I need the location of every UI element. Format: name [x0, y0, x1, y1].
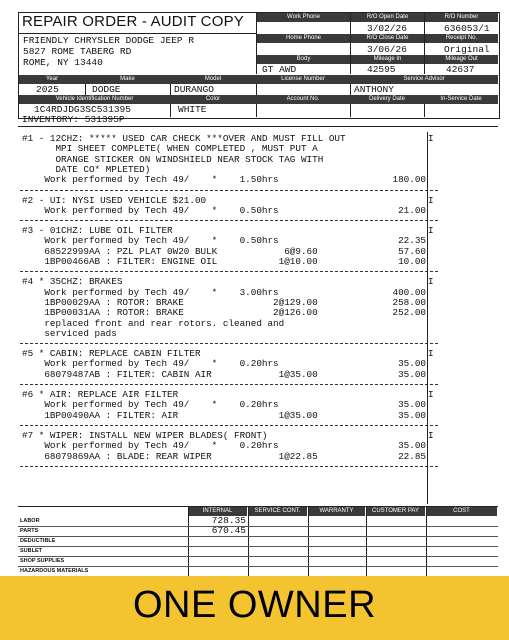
color-value: WHITE: [178, 104, 207, 115]
job-flag: I: [428, 429, 434, 441]
totals-row-label: DEDUCTIBLE: [20, 538, 56, 544]
totals-column-header: CUSTOMER PAY: [366, 507, 425, 516]
model-value: DURANGO: [174, 84, 214, 95]
dealer-address: 5827 ROME TABERG RD: [23, 46, 132, 57]
vin-label: Vehicle Identification Number: [19, 95, 170, 104]
ro-number: 636053/1: [444, 23, 490, 34]
job-separator: [20, 425, 438, 426]
col-divider: [170, 104, 171, 117]
job-line: #1 - 12CHZ: ***** USED CAR CHECK ***OVER AND MUST FILL OUT: [22, 133, 346, 144]
job-separator: [20, 384, 438, 385]
col-divider: [424, 104, 425, 117]
job-line: 1BP00029AA : ROTOR: BRAKE 2@129.00: [22, 296, 318, 308]
job-amount: 35.00: [398, 440, 426, 452]
col-divider: [85, 84, 86, 95]
job-line: Work performed by Tech 49/ * 1.50hrs: [22, 174, 279, 186]
job-amount: 35.00: [398, 399, 426, 411]
job-separator: [20, 466, 438, 467]
job-amount: 21.00: [398, 204, 426, 216]
totals-row-rule: [18, 526, 498, 527]
totals-column-header: INTERNAL: [188, 507, 247, 516]
totals-row-rule: [18, 556, 498, 557]
totals-row-label: SHOP SUPPLIES: [20, 558, 65, 564]
color-label: Color: [170, 95, 256, 104]
make-value: DODGE: [92, 84, 121, 95]
job-line: serviced pads: [22, 327, 117, 339]
flag-column-rule: [427, 132, 428, 504]
job-amount: 35.00: [398, 368, 426, 380]
col-divider: [350, 104, 351, 117]
job-line: Work performed by Tech 49/ * 0.50hrs: [22, 235, 279, 247]
totals-row-label: HAZARDOUS MATERIALS: [20, 568, 89, 574]
job-line: #4 * 35CHZ: BRAKES: [22, 276, 123, 288]
mileage-in: 42595: [367, 64, 396, 75]
receipt-no: Original: [444, 44, 490, 55]
year-label: Year: [19, 75, 85, 84]
job-line: DATE CO* MPLETED): [22, 163, 151, 175]
ro-number-label: R/O Number: [425, 13, 498, 22]
job-line: #2 - UI: NYSI USED VEHICLE $21.00: [22, 194, 207, 206]
job-line: ORANGE STICKER ON WINDSHIELD NEAR STOCK TAG WITH: [22, 153, 324, 165]
ro-open-date-label: R/O Open Date: [351, 13, 424, 22]
col-divider: [350, 84, 351, 95]
job-line: #7 * WIPER: INSTALL NEW WIPER BLADES( FRONT): [22, 429, 268, 441]
job-line: Work performed by Tech 49/ * 0.20hrs: [22, 399, 279, 411]
job-amount: 57.60: [398, 245, 426, 257]
job-line: 1BP00466AB : FILTER: ENGINE OIL 1@10.00: [22, 256, 318, 267]
job-line: #3 - 01CHZ: LUBE OIL FILTER: [22, 225, 173, 237]
work-phone-label: Work Phone: [257, 13, 350, 22]
job-line: Work performed by Tech 49/ * 0.50hrs: [22, 204, 279, 216]
totals-row-label: LABOR: [20, 518, 40, 524]
dealer-city: ROME, NY 13440: [23, 57, 103, 68]
body-label: Body: [257, 55, 350, 64]
col-divider: [256, 104, 257, 117]
job-flag: I: [428, 348, 434, 360]
account-no-label: Account No.: [256, 95, 350, 104]
job-amount: 22.35: [398, 235, 426, 247]
job-separator: [20, 220, 438, 221]
mileage-out: 42637: [446, 64, 475, 75]
job-line: 1BP00031AA : ROTOR: BRAKE 2@126.00: [22, 307, 318, 319]
job-flag: I: [428, 194, 434, 206]
job-line: Work performed by Tech 49/ * 0.20hrs: [22, 440, 279, 452]
totals-column-header: COST: [426, 507, 497, 516]
license-number-label: License Number: [256, 75, 350, 84]
year-value: 2025: [36, 84, 59, 95]
job-separator: [20, 190, 438, 191]
service-advisor-label: Service Advisor: [350, 75, 498, 84]
job-amount: 400.00: [392, 286, 426, 298]
job-amount: 22.85: [398, 450, 426, 462]
totals-row-label: SUBLET: [20, 548, 42, 554]
dealer-name: FRIENDLY CHRYSLER DODGE JEEP R: [23, 35, 195, 46]
job-amount: 258.00: [392, 296, 426, 308]
job-line: #5 * CABIN: REPLACE CABIN FILTER: [22, 348, 201, 360]
job-flag: I: [428, 276, 434, 288]
job-amount: 10.00: [398, 256, 426, 267]
job-line: 1BP00490AA : FILTER: AIR 1@35.00: [22, 409, 318, 421]
col-divider: [170, 84, 171, 95]
totals-internal-value: 728.35: [211, 515, 246, 526]
job-line: 68522999AA : PZL PLAT 0W20 BULK 6@9.60: [22, 245, 318, 257]
body-value: GT AWD: [262, 64, 297, 75]
job-line: 68079869AA : BLADE: REAR WIPER 1@22.85: [22, 450, 318, 462]
col-divider: [256, 84, 257, 95]
delivery-date-label: Delivery Date: [350, 95, 424, 104]
one-owner-banner: [0, 576, 509, 640]
job-flag: I: [428, 389, 434, 400]
job-amount: 180.00: [392, 174, 426, 186]
make-label: Make: [85, 75, 170, 84]
totals-column-header: SERVICE CONT.: [248, 507, 307, 516]
job-line: replaced front and rear rotors. cleaned and: [22, 317, 285, 329]
job-flag: I: [428, 225, 434, 237]
receipt-no-label: Receipt No.: [425, 34, 498, 43]
vin-value: 1C4RDJDG3SC531395: [34, 104, 131, 115]
inventory-number: INVENTORY: 531395P: [22, 114, 125, 125]
job-amount: 35.00: [398, 358, 426, 370]
banner-text: ONE OWNER: [132, 584, 377, 626]
service-advisor-value: ANTHONY: [354, 84, 394, 95]
job-separator: [20, 343, 438, 344]
form-title: REPAIR ORDER - AUDIT COPY: [22, 13, 244, 30]
job-line: Work performed by Tech 49/ * 0.20hrs: [22, 358, 279, 370]
job-separator: [20, 271, 438, 272]
job-flag: I: [428, 133, 434, 144]
in-service-date-label: In-Service Date: [424, 95, 498, 104]
home-phone-label: Home Phone: [257, 34, 350, 43]
totals-row-rule: [18, 566, 498, 567]
mileage-out-label: Mileage Out: [425, 55, 498, 64]
ro-open-date: 3/02/26: [367, 23, 407, 34]
totals-row-rule: [18, 546, 498, 547]
model-label: Model: [170, 75, 256, 84]
totals-column-header: WARRANTY: [308, 507, 365, 516]
ro-close-date-label: R/O Close Date: [351, 34, 424, 43]
mileage-in-label: Mileage In: [351, 55, 424, 64]
title-underline: [18, 33, 256, 34]
totals-row-rule: [18, 536, 498, 537]
ro-close-date: 3/06/26: [367, 44, 407, 55]
job-amount: 35.00: [398, 409, 426, 421]
job-amount: 252.00: [392, 307, 426, 319]
job-line: 68079487AB : FILTER: CABIN AIR 1@35.00: [22, 368, 318, 380]
job-line: Work performed by Tech 49/ * 3.00hrs: [22, 286, 279, 298]
job-line: #6 * AIR: REPLACE AIR FILTER: [22, 389, 179, 400]
section-divider: [18, 126, 498, 127]
job-line: MPI SHEET COMPLETE( WHEN COMPLETED , MUST PUT A: [22, 143, 318, 155]
totals-row-label: PARTS: [20, 528, 39, 534]
totals-internal-value: 670.45: [211, 525, 246, 536]
